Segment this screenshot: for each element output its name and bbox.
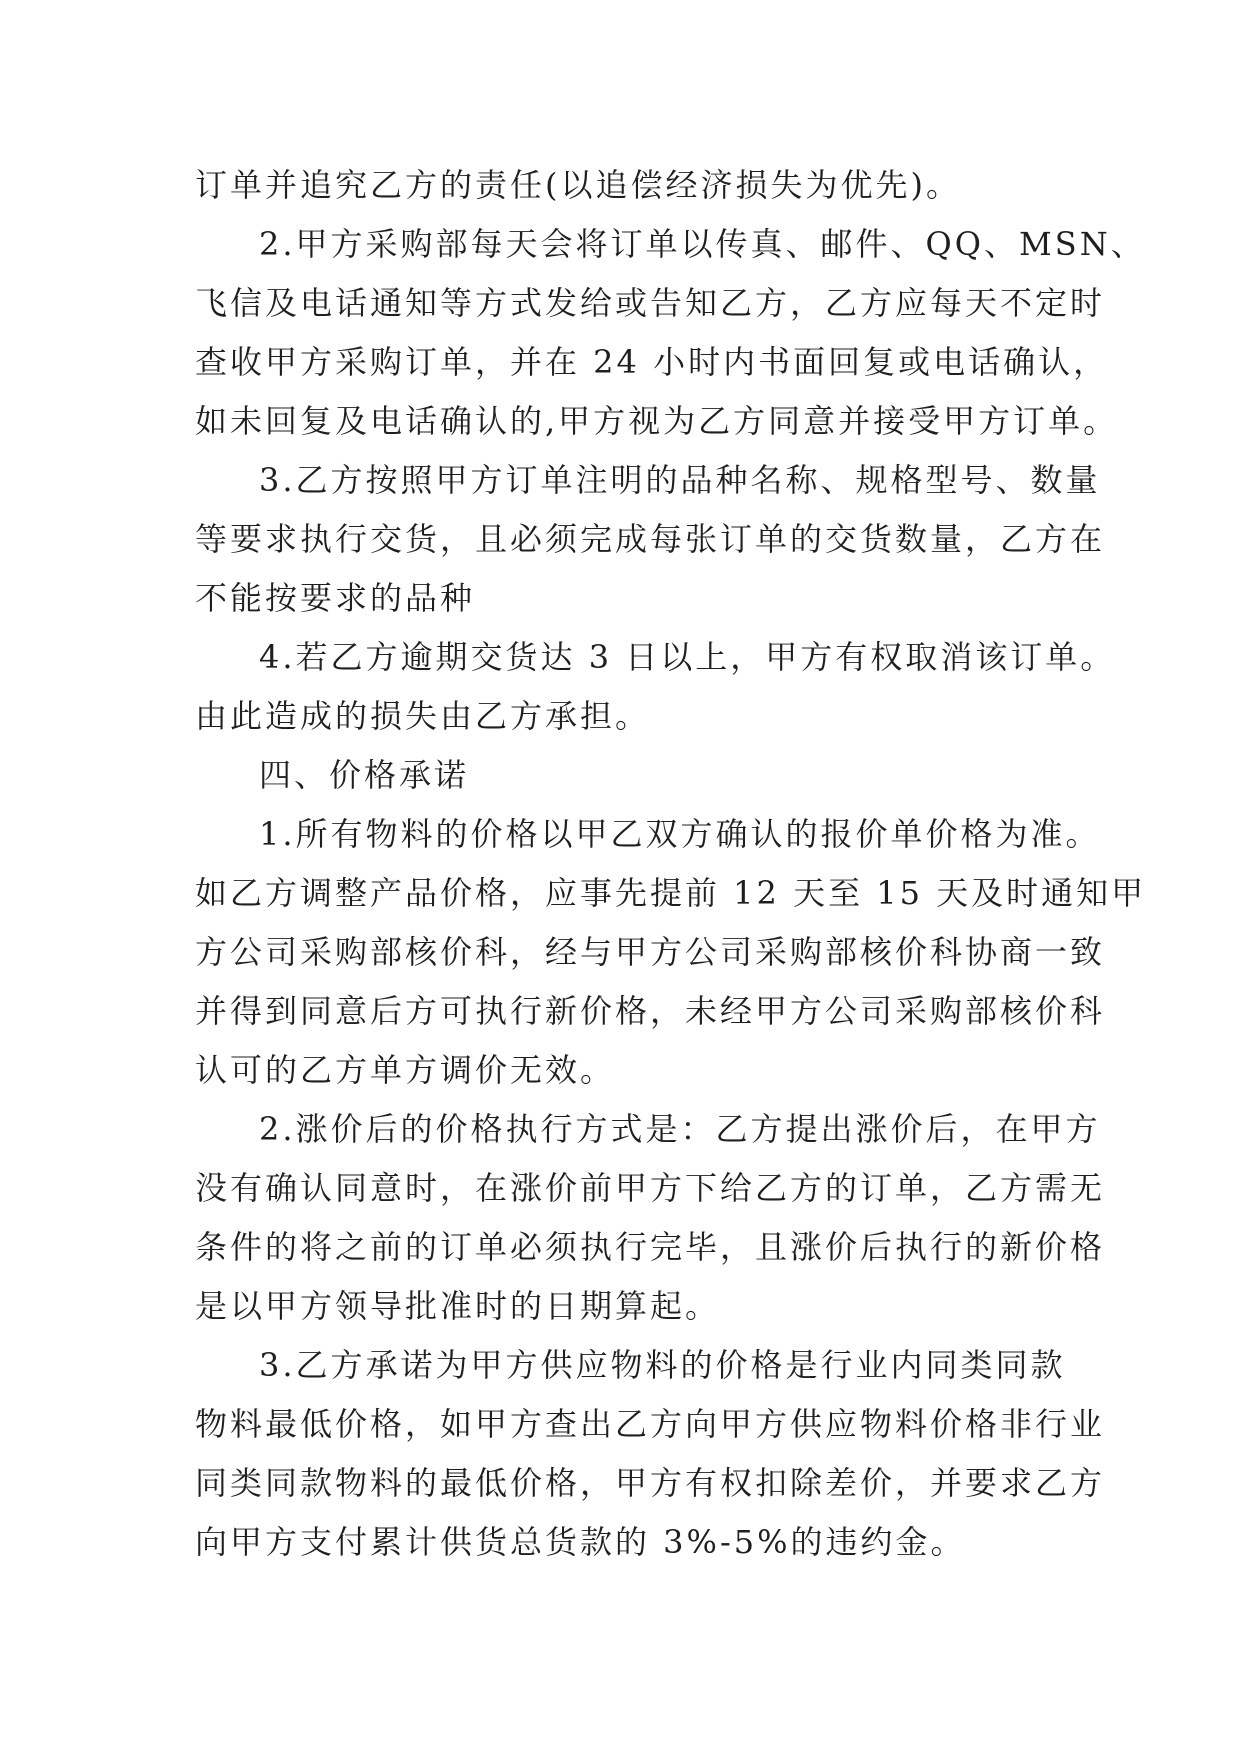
text-line: 2.涨价后的价格执行方式是：乙方提出涨价后，在甲方 (259, 1110, 1101, 1148)
text-line: 3.乙方按照甲方订单注明的品种名称、规格型号、数量 (259, 461, 1101, 499)
text-line: 不能按要求的品种 (195, 579, 476, 617)
document-body (195, 156, 1147, 1572)
text-line: 向甲方支付累计供货总货款的 3%-5%的违约金。 (195, 1523, 966, 1561)
text-line: 如乙方调整产品价格，应事先提前 12 天至 15 天及时通知甲 (195, 874, 1147, 912)
section-heading: 四、价格承诺 (259, 756, 470, 794)
text-line: 方公司采购部核价科，经与甲方公司采购部核价科协商一致 (195, 933, 1106, 971)
text-line: 由此造成的损失由乙方承担。 (195, 697, 651, 735)
text-line: 如未回复及电话确认的,甲方视为乙方同意并接受甲方订单。 (195, 402, 1119, 440)
text-line: 3.乙方承诺为甲方供应物料的价格是行业内同类同款 (259, 1346, 1066, 1384)
text-line: 4.若乙方逾期交货达 3 日以上，甲方有权取消该订单。 (259, 638, 1116, 676)
text-line: 并得到同意后方可执行新价格，未经甲方公司采购部核价科 (195, 992, 1106, 1030)
text-line: 1.所有物料的价格以甲乙双方确认的报价单价格为准。 (259, 815, 1101, 853)
text-line: 订单并追究乙方的责任(以追偿经济损失为优先)。 (195, 166, 961, 204)
text-line: 同类同款物料的最低价格，甲方有权扣除差价，并要求乙方 (195, 1464, 1106, 1502)
text-line: 条件的将之前的订单必须执行完毕，且涨价后执行的新价格 (195, 1228, 1106, 1266)
text-line: 查收甲方采购订单，并在 24 小时内书面回复或电话确认， (195, 343, 1109, 381)
text-line: 2.甲方采购部每天会将订单以传真、邮件、QQ、MSN、 (259, 225, 1146, 263)
text-line: 飞信及电话通知等方式发给或告知乙方，乙方应每天不定时 (195, 284, 1106, 322)
text-line: 是以甲方领导批准时的日期算起。 (195, 1287, 721, 1325)
text-line: 没有确认同意时，在涨价前甲方下给乙方的订单，乙方需无 (195, 1169, 1106, 1207)
text-line: 物料最低价格，如甲方查出乙方向甲方供应物料价格非行业 (195, 1405, 1106, 1443)
text-line: 认可的乙方单方调价无效。 (195, 1051, 616, 1089)
text-line: 等要求执行交货，且必须完成每张订单的交货数量，乙方在 (195, 520, 1106, 558)
